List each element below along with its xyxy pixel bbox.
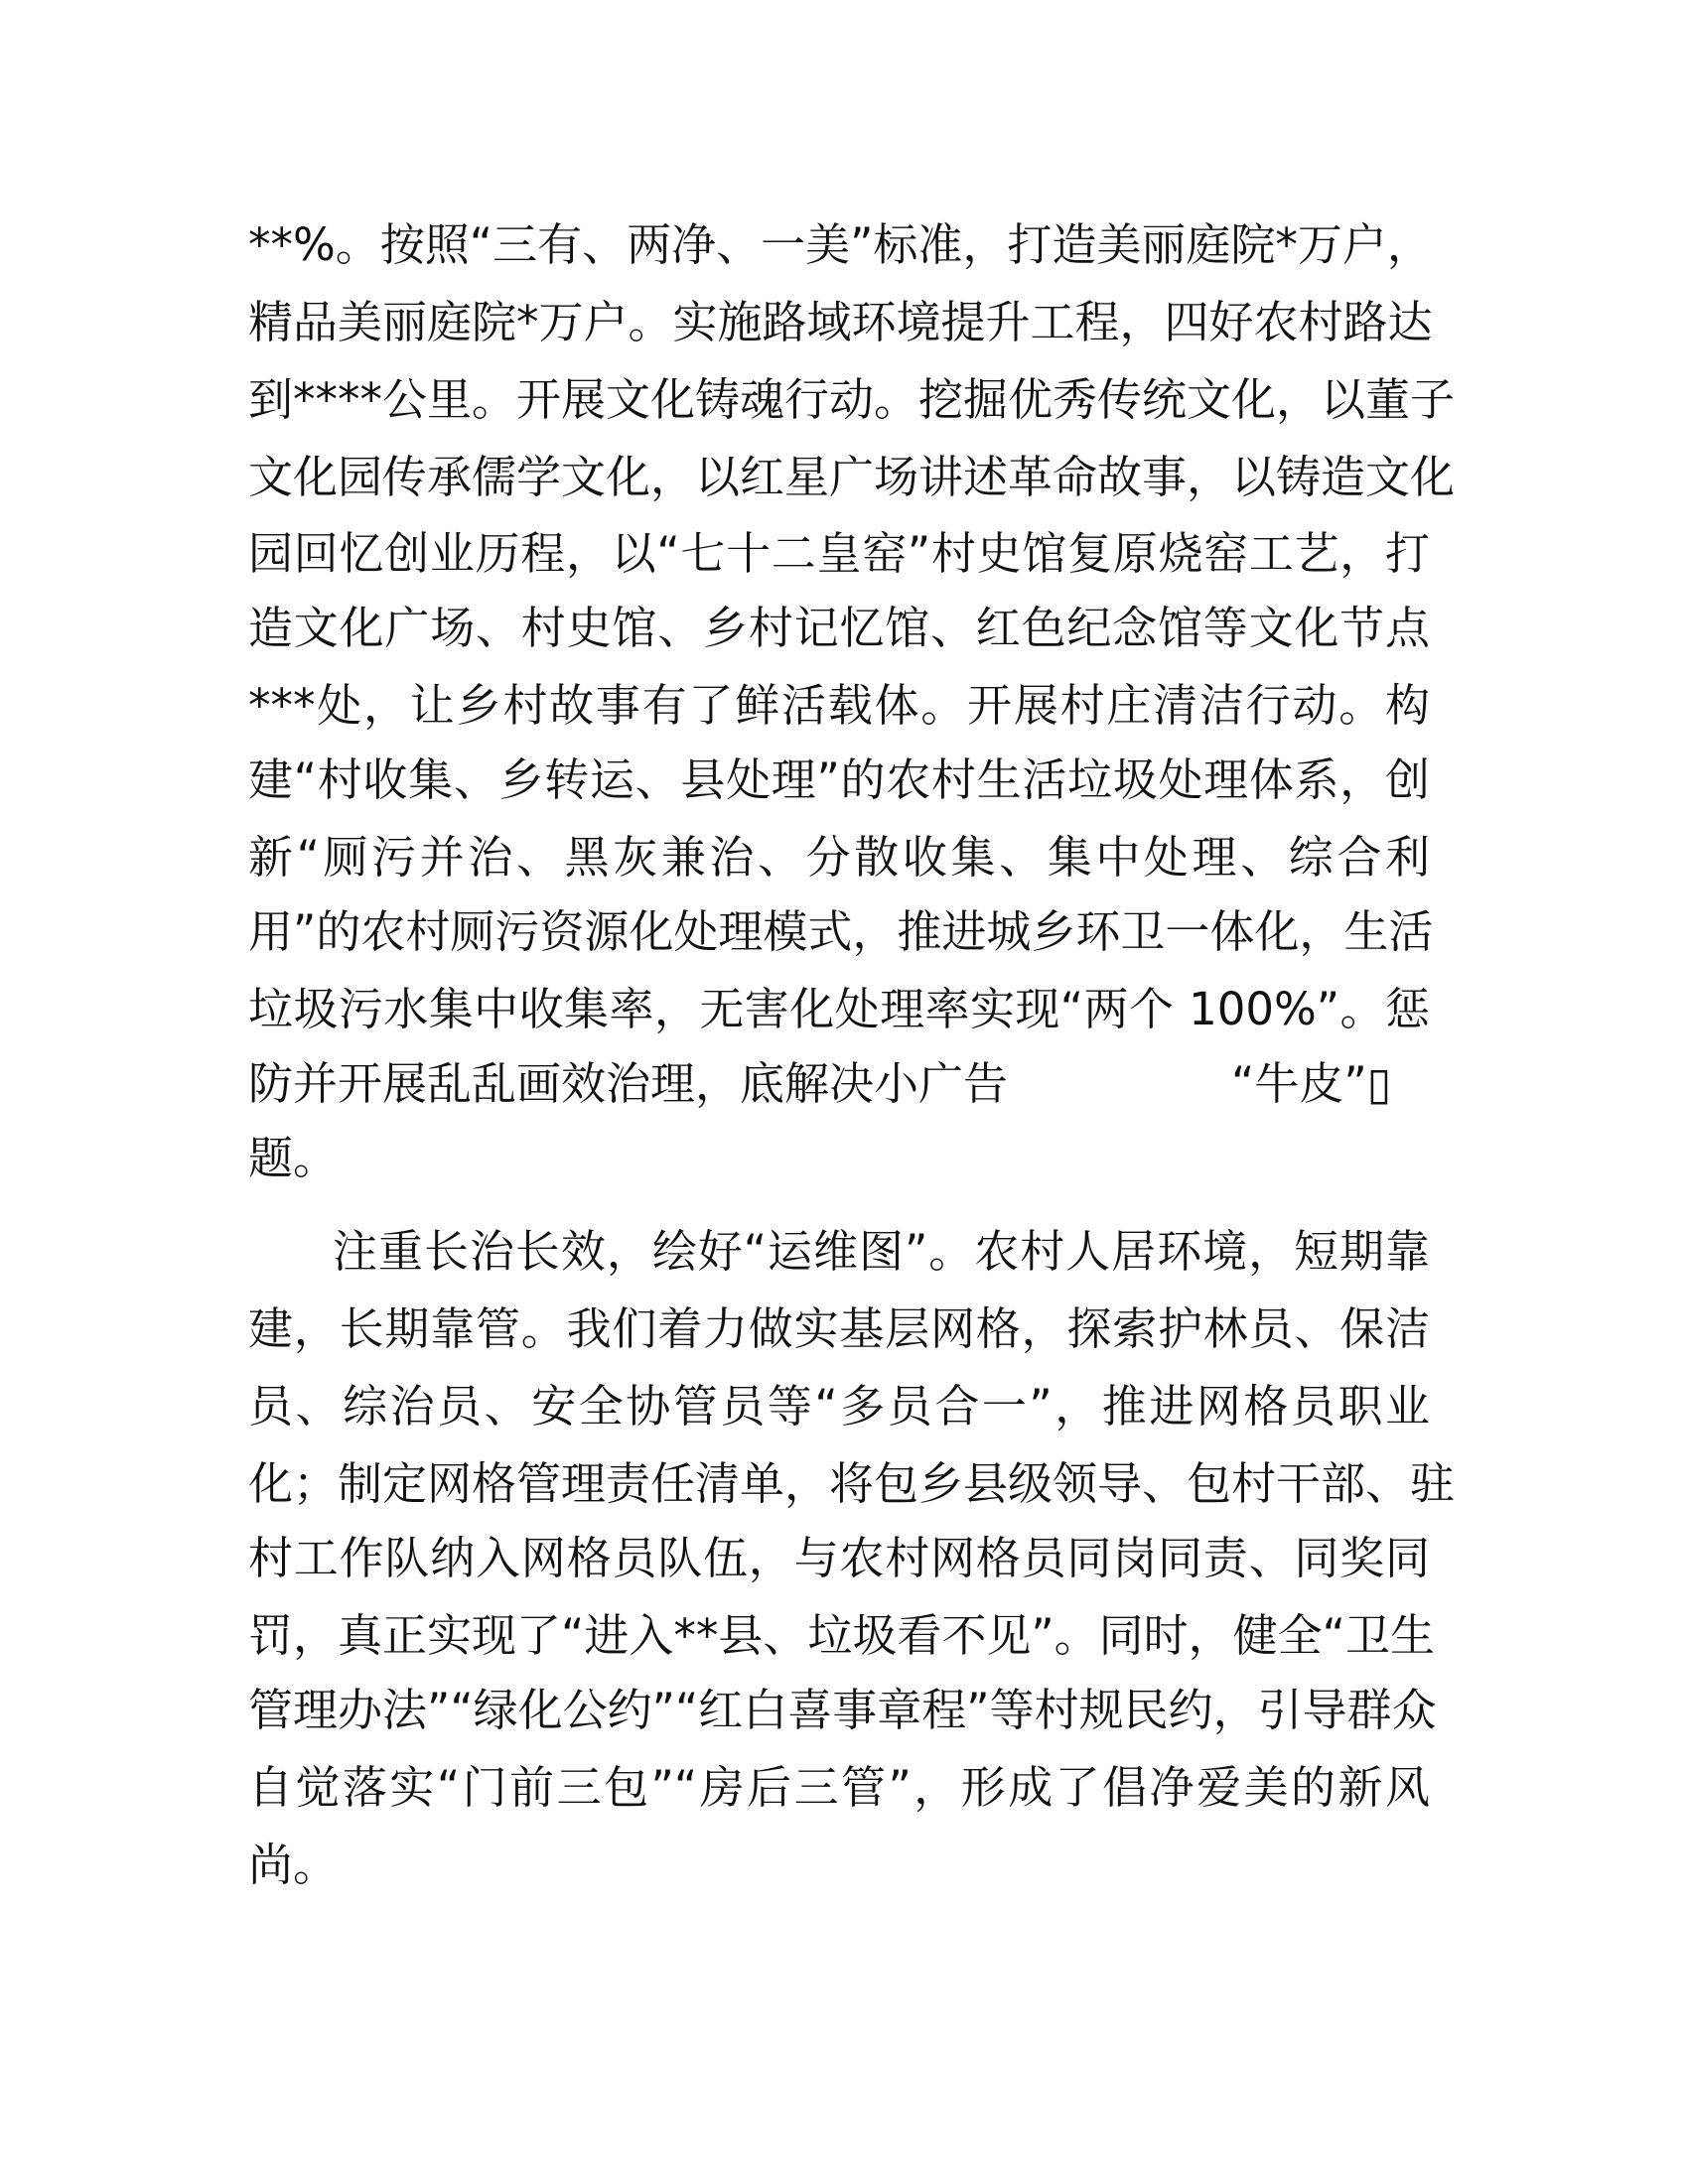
text-line: 用”的农村厕污资源化处理模式，推进城乡环卫一体化，生活 bbox=[248, 905, 1434, 958]
text-line: 村工作队纳入网格员队伍，与农村网格员同岗同责、同奖同 bbox=[248, 1532, 1430, 1584]
text-line: 化；制定网格管理责任清单，将包乡县级领导、包村干部、驻 bbox=[248, 1457, 1456, 1510]
text-line: 员、综治员、安全协管员等“多员合一”，推进网格员职业 bbox=[248, 1380, 1430, 1433]
text-line: 垃圾污水集中收集率，无害化处理率实现“两个 100%”。惩 bbox=[248, 983, 1430, 1035]
text-line: 尚。 bbox=[248, 1839, 339, 1891]
text-line: **%。按照“三有、两净、一美”标准，打造美丽庭院*万户， bbox=[248, 218, 1432, 271]
text-line: 文化园传承儒学文化，以红星广场讲述革命故事，以铸造文化 bbox=[248, 451, 1456, 503]
text-line: 管理办法”“绿化公约”“红白喜事章程”等村规民约，引导群众 bbox=[248, 1684, 1437, 1736]
text-line: 新“厕污并治、黑灰兼治、分散收集、集中处理、综合利 bbox=[248, 831, 1430, 884]
text-line: 自觉落实“门前三包”“房后三管”，形成了倡净爱美的新风 bbox=[248, 1761, 1430, 1814]
text-line: 园回忆创业历程，以“七十二皇窑”村史馆复原烧窑工艺，打 bbox=[248, 527, 1430, 580]
text-line: 注重长治长效，绘好“运维图”。农村人居环境，短期靠 bbox=[333, 1225, 1430, 1278]
text-line: 建“村收集、乡转运、县处理”的农村生活垃圾处理体系，创 bbox=[248, 753, 1430, 806]
text-line: 精品美丽庭院*万户。实施路域环境提升工程，四好农村路达 bbox=[248, 296, 1433, 348]
text-line: 造文化广场、村史馆、乡村记忆馆、红色纪念馆等文化节点 bbox=[248, 602, 1430, 654]
text-line: ***处，让乡村故事有了鲜活载体。开展村庄清洁行动。构 bbox=[248, 679, 1430, 732]
text-line: 题。 bbox=[248, 1132, 339, 1184]
text-line: 防并开展乱乱画效治理，底解决小广告 “牛皮”▯ bbox=[248, 1057, 1392, 1110]
text-line: 到****公里。开展文化铸魂行动。挖掘优秀传统文化，以董子 bbox=[248, 373, 1456, 426]
text-line: 建，长期靠管。我们着力做实基层网格，探索护林员、保洁 bbox=[248, 1302, 1430, 1355]
text-line: 罚，真正实现了“进入**县、垃圾看不见”。同时，健全“卫生 bbox=[248, 1609, 1435, 1662]
